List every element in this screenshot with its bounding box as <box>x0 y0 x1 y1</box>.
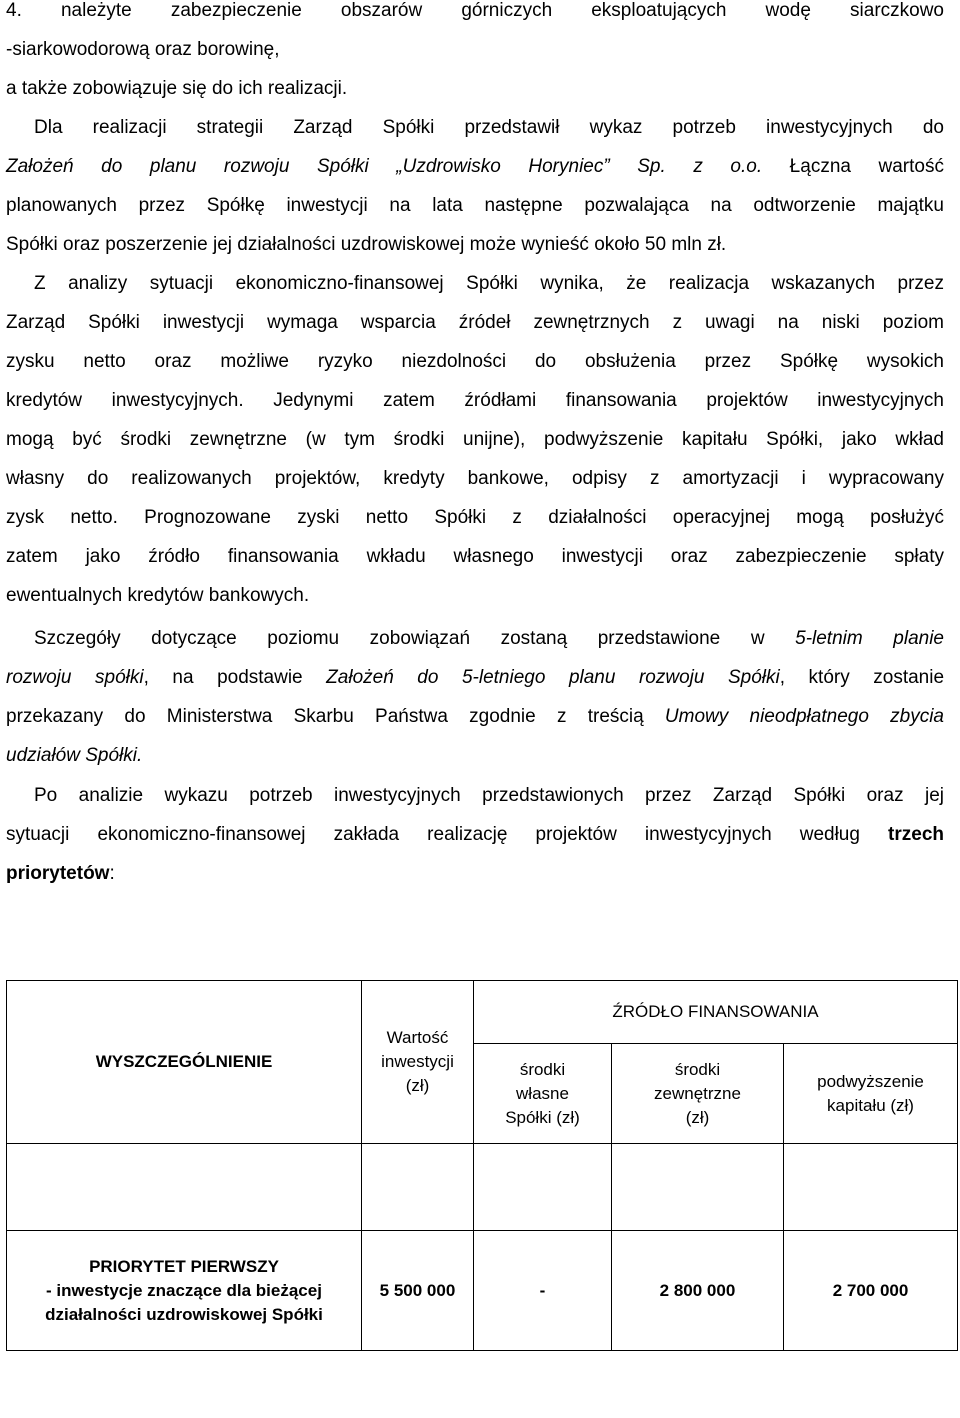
financing-table <box>6 980 957 1351</box>
header-own-funds: środki własne Spółki (zł) <box>474 1044 612 1144</box>
header-investment-value: Wartość inwestycji (zł) <box>362 981 474 1144</box>
table-header-row <box>7 981 958 1044</box>
plan-title: Założeń do planu rozwoju Spółki „Uzdrowisko Horyniec” Sp. z o.o. <box>6 156 763 177</box>
cell-capital-increase: 2 700 000 <box>784 1231 958 1351</box>
paragraph-commitment: a także zobowiązuje się do ich realizacji. <box>6 78 348 99</box>
paragraph-analysis: Z analizy sytuacji ekonomiczno-finansowej Spółki wynika, że realizacja wskazanych przez Zarząd Spółki inwestycji wymaga wsparcia źródeł zewnętrznych z uwagi na niski poziom zysku netto oraz możliwe ryzyko niezdolności do obsłużenia przez Spółkę wysokich kredytów inwestycyjnych. Jedynymi zatem źródłami finansowania projektów inwestycyjnych mogą być środki zewnętrzne (w tym środki unijne), podwyższenie kapitału Spółki, jako wkład własny do realizowanych projektów, kredyty bankowe, odpisy z amortyzacji i wypracowany zysk netto. Prognozowane zyski netto Spółki z działalności operacyjnej mogą posłużyć zatem jako źródło finansowania wkładu własnego inwestycji oraz zabezpieczenie spłaty ewentualnych kredytów bankowych. <box>6 273 944 606</box>
header-external-funds: środki zewnętrzne (zł) <box>612 1044 784 1144</box>
cell-investment-value: 5 500 000 <box>362 1231 474 1351</box>
priority-first-cell <box>7 1231 362 1351</box>
paragraph-priorities: Po analizie wykazu potrzeb inwestycyjnych przedstawionych przez Zarząd Spółki oraz jej sytuacji ekonomiczno-finansowej zakłada realizację projektów inwestycyjnych według trzech priorytetów: <box>6 785 944 884</box>
priority-title: PRIORYTET PIERWSZY <box>89 1256 279 1276</box>
paragraph-details: Szczegóły dotyczące poziomu zobowiązań zostaną przedstawione w 5-letnim planie rozwoju spółki, na podstawie Założeń do 5-letniego planu rozwoju Spółki, który zostanie przekazany do Ministerstwa Skarbu Państwa zgodnie z treścią Umowy nieodpłatnego zbycia udziałów Spółki. <box>6 628 945 766</box>
header-specification: WYSZCZEGÓLNIENIE <box>7 981 362 1144</box>
cell-external-funds: 2 800 000 <box>612 1231 784 1351</box>
header-capital-increase: podwyższenie kapitału (zł) <box>784 1044 958 1144</box>
paragraph-strategy: Dla realizacji strategii Zarząd Spółki przedstawił wykaz potrzeb inwestycyjnych do Założeń do planu rozwoju Spółki „Uzdrowisko Horyniec” Sp. z o.o. Łączna wartość planowanych przez Spółkę inwestycji na lata następne pozwalająca na odtworzenie majątku Spółki oraz poszerzenie jej działalności uzdrowiskowej może wynieść około 50 mln zł. <box>6 117 944 255</box>
table-row <box>7 1231 958 1351</box>
list-number: 4. <box>6 0 22 21</box>
priority-description: - inwestycje znaczące dla bieżącej działalności uzdrowiskowej Spółki <box>45 1280 323 1324</box>
header-financing-source: ŹRÓDŁO FINANSOWANIA <box>474 981 958 1044</box>
table-row-spacer <box>7 1144 958 1231</box>
list-text-line2: -siarkowodorową oraz borowinę, <box>6 39 280 60</box>
list-text-line1: należyte zabezpieczenie obszarów górniczych eksploatujących wodę siarczkowo <box>60 0 945 21</box>
list-item-4 <box>6 0 944 69</box>
cell-own-funds: - <box>474 1231 612 1351</box>
